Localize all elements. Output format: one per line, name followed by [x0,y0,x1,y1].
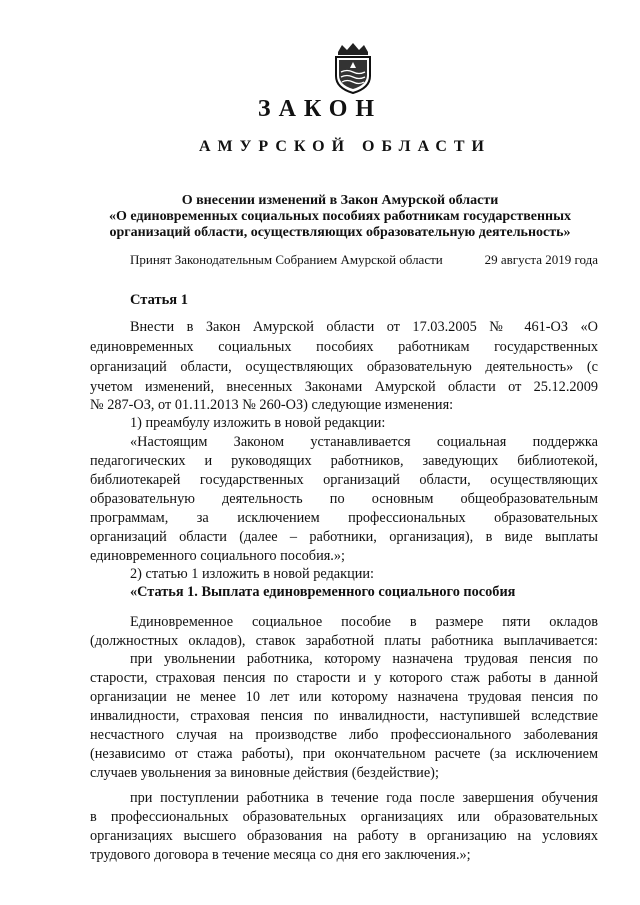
text-line: Единовременное социальное пособие в размере пяти окладов [130,614,598,630]
text-line: № 287-ОЗ, от 01.11.2013 № 260-ОЗ) следующие изменения: [90,397,454,413]
text-line: несчастного случая на производстве либо профессионального заболевания [90,727,598,743]
text-line: (должностных окладов), ставок заработной платы работника выплачивается: [90,633,598,649]
text-line: случаев увольнения за виновные действия (бездействие); [90,765,439,781]
text-line: инвалидности, страховая пенсия по инвалидности, наступившей вследствие [90,708,598,724]
text-line: Внести в Закон Амурской области от 17.03.2005 № 461-ОЗ «О [130,319,598,335]
heading-line: «О единовременных социальных пособиях работникам государственных [108,209,572,224]
heading-line: О внесении изменений в Закон Амурской области [181,193,499,208]
text-line: организации не менее 10 лет или которому назначена трудовая пенсия по [90,689,598,705]
text-line: единовременных социальных пособиях работникам государственных [90,339,598,355]
text-line: организаций области, осуществляющих образовательную деятельность» (с [90,359,598,375]
text-line: единовременного социального пособия.»; [90,548,345,564]
article-title: Статья 1 [130,292,188,308]
text-line: 2) статью 1 изложить в новой редакции: [130,566,375,582]
text-line: 1) преамбулу изложить в новой редакции: [130,415,386,431]
region-title: АМУРСКОЙ ОБЛАСТИ [199,138,491,155]
text-line: трудового договора в течение месяца со дня его заключения.»; [90,847,471,863]
law-title: ЗАКОН [257,96,383,122]
text-line: «Настоящим Законом устанавливается социальная поддержка [130,434,598,450]
text-line: организаций области (далее – работники, организация), в виде выплаты [90,529,598,545]
text-line: библиотекарей государственных организаций области, осуществляющих [90,472,598,488]
text-line: (независимо от стажа работы), при окончательном расчете (за исключением [90,746,598,762]
adoption-date: 29 августа 2019 года [484,252,598,267]
text-line: при увольнении работника, которому назначена трудовая пенсия по [130,651,598,667]
text-line: программам, за исключением профессиональных образовательных [90,510,598,526]
heading-line: организаций области, осуществляющих образовательную деятельность» [109,225,571,240]
text-line: педагогических и руководящих работников, заведующих библиотекой, [90,453,598,469]
text-line: старости, страховая пенсия по старости и у которого стаж работы в данной [90,670,598,686]
quoted-article-title: «Статья 1. Выплата единовременного социального пособия [130,584,516,600]
text-line: при поступлении работника в течение года после завершения обучения [130,790,598,806]
text-line: учетом изменений, внесенных Законами Амурской области от 25.12.2009 [90,379,598,395]
text-line: в профессиональных образовательных организациях или образовательных [90,809,598,825]
text-line: организациях высшего образования на работу в организацию на условиях [90,828,598,844]
adoption-text: Принят Законодательным Собранием Амурской области [130,252,443,267]
text-line: образовательную деятельность по основным общеобразовательным [90,491,598,507]
